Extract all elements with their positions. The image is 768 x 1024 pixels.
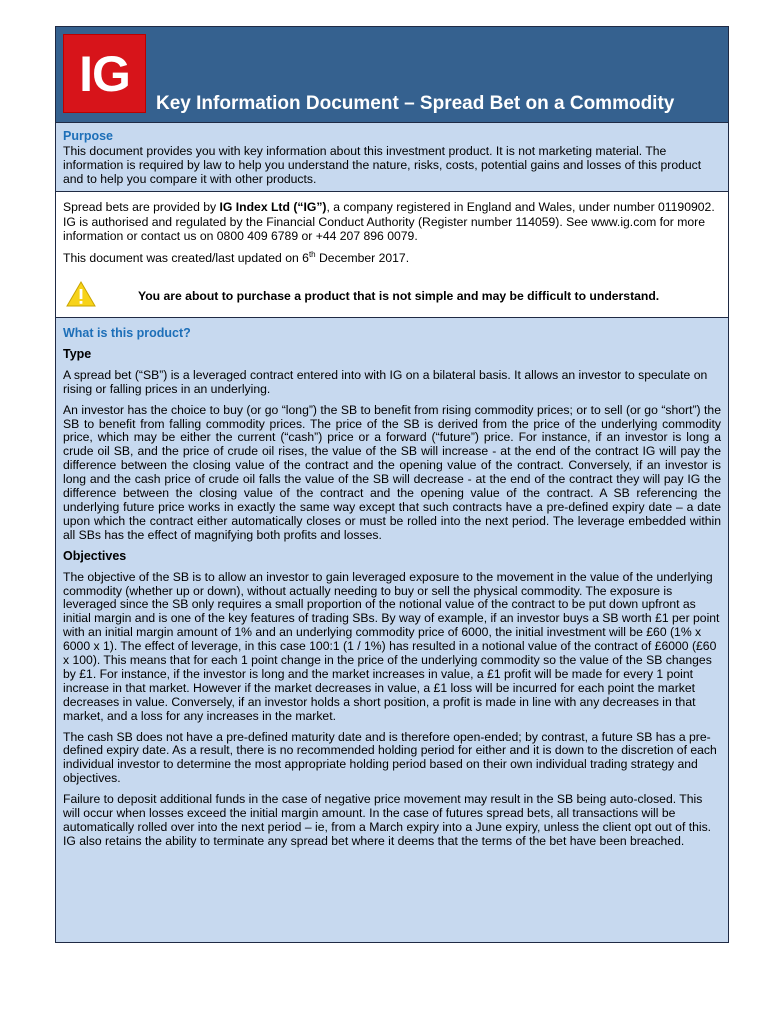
key-information-document	[55, 26, 729, 943]
warning-triangle-icon	[66, 281, 96, 307]
ig-logo: IG	[63, 34, 146, 113]
provider-section	[56, 192, 728, 318]
updated-suffix: December 2017.	[315, 250, 410, 265]
purpose-heading: Purpose	[63, 129, 114, 143]
purpose-text: This document provides you with key information about this investment product. It is not marketing material. The information is required by law to help you understand the nature, risks, costs, potential gains and losses of this product and to help you compare it with other products.	[63, 144, 702, 186]
provider-intro-suffix: , a company registered in England and Wales, under number 01190902. IG is authorised and regulated by the Financial Conduct Authority (Register number 114059). See www.ig.com for more information or contact us on 0800 409 6789 or +44 207 896 0079.	[63, 200, 715, 243]
complexity-warning: You are about to purchase a product that is not simple and may be difficult to understand.	[138, 289, 660, 303]
updated-sup: th	[308, 249, 316, 259]
objectives-paragraph-1: The objective of the SB is to allow an investor to gain leveraged exposure to the movement in the value of the underlying commodity (whether up or down), without actually needing to buy or sell the physical commodity. The exposure is leveraged since the SB only requires a small proportion of the notional value of the contract to be put down upfront as initial margin and is one of the key features of trading SBs. By way of example, if an investor buys a SB worth £1 per point with an initial margin amount of 1% and an underlying commodity price of 6000, the initial investment will be £60 (1% x 6000 x 1). The effect of leverage, in this case 100:1 (1 / 1%) has resulted in a notional value of the contract of £6000 (£60 x 100). This means that for each 1 point change in the price of the underlying commodity so the value of the SB changes by £1. For instance, if the investor is long and the market increases in value, a £1 profit will be made for every 1 point increase in that market. However if the market decreases in value, a £1 loss will be incurred for each point the market decreases in value. Conversely, if an investor holds a short position, a profit is made in line with any decreases in that market, and a loss for any increases in the market.	[63, 569, 720, 723]
product-heading: What is this product?	[63, 326, 191, 340]
product-section	[56, 318, 728, 942]
objectives-heading: Objectives	[63, 548, 127, 563]
updated-date	[63, 251, 721, 266]
document-title: Key Information Document – Spread Bet on a Commodity	[156, 93, 675, 114]
provider-intro-prefix: Spread bets are provided by	[63, 200, 220, 214]
updated-prefix: This document was created/last updated on 6	[63, 250, 309, 265]
provider-intro	[63, 200, 721, 244]
objectives-paragraph-3: Failure to deposit additional funds in the case of negative price movement may result in the SB being auto-closed. This will occur when losses exceed the initial margin amount. In the case of futures spread bets, all transactions will be automatically rolled over into the next period – ie, from a March expiry into a June expiry, unless the client opt out of this. IG also retains the ability to terminate any spread bet where it deems that the terms of the bet have been breached.	[63, 792, 712, 848]
type-paragraph-1: A spread bet (“SB”) is a leveraged contract entered into with IG on a bilateral basis. It allows an investor to speculate on rising or falling prices in an underlying.	[63, 367, 708, 396]
type-heading: Type	[63, 346, 92, 361]
purpose-section	[56, 123, 728, 192]
document-header	[56, 27, 728, 123]
objectives-paragraph-2: The cash SB does not have a pre-defined maturity date and is therefore open-ended; by contrast, a future SB has a pre-defined expiry date. As a result, there is no recommended holding period for either and it is down to the discretion of each individual investor to determine the most appropriate holding period based on their own individual trading strategy and objectives.	[63, 729, 717, 786]
type-paragraph-2: An investor has the choice to buy (or go “long”) the SB to benefit from rising commodity prices; or to sell (or go “short”) the SB to benefit from falling commodity prices. The price of the SB is derived from the price of the underlying commodity price, which may be either the current (“cash”) price or a forward (“future”) price. For instance, if an investor is long a crude oil SB, and the price of crude oil rises, the value of the SB will increase - at the end of the contract IG will pay the difference between the closing value of the contract and the opening value of the contract. Conversely, if an investor is long and the cash price of crude oil falls the value of the SB will decrease - at the end of the contract they will pay IG the difference between the closing value of the contract and the opening value of the contract. A SB referencing the underlying future price works in exactly the same way except that such contracts have a pre-defined expiry date – a date upon which the contract either automatically closes or must be rolled into the next period. The leverage embedded within all SBs has the effect of magnifying both profits and losses.	[63, 402, 721, 542]
provider-company: IG Index Ltd (“IG”)	[219, 200, 327, 214]
